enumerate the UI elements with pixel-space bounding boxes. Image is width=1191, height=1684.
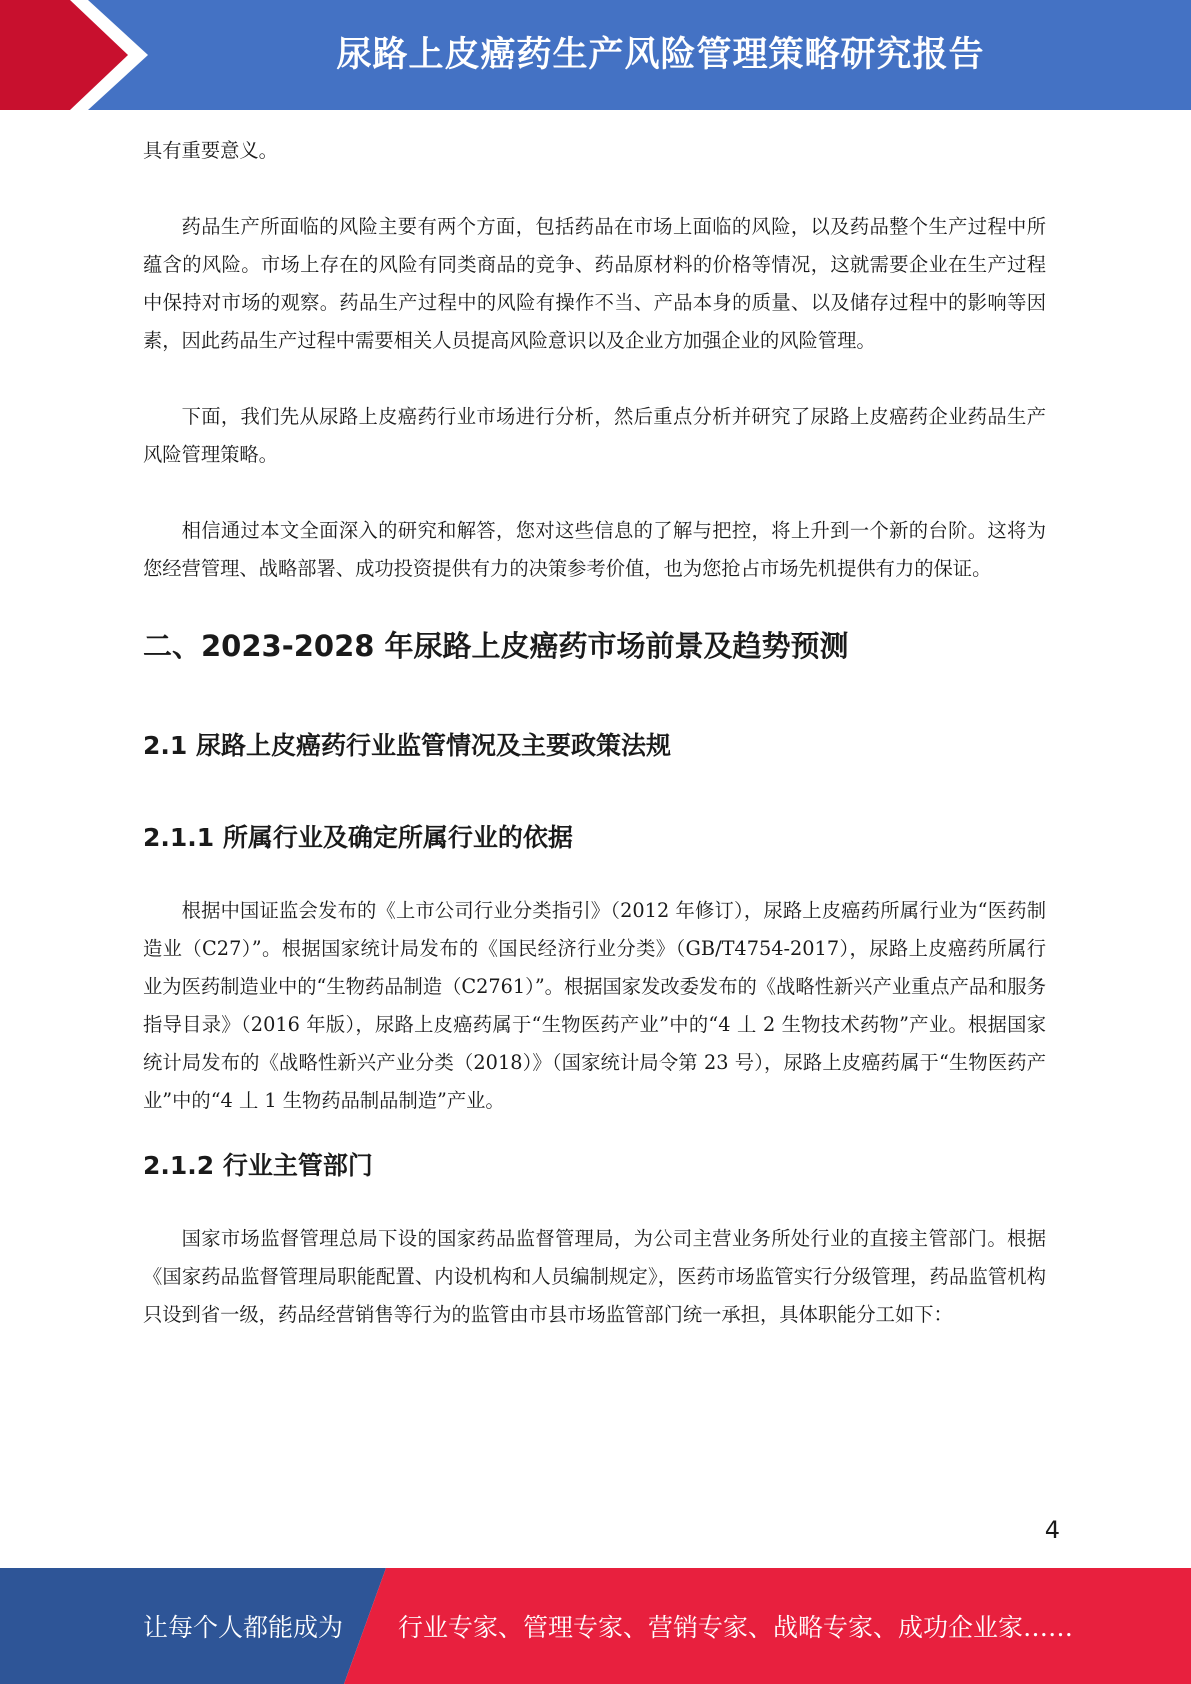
section-heading: 二、2023-2028 年尿路上皮癌药市场前景及趋势预测: [143, 629, 849, 663]
page-header: [0, 0, 1191, 110]
footer-slogan-left: 让每个人都能成为: [143, 1613, 344, 1642]
paragraph: 药品生产所面临的风险主要有两个方面，包括药品在市场上面临的风险，以及药品整个生产过程中所蕴含的风险。市场上存在的风险有同类商品的竞争、药品原材料的价格等情况，这就需要企业在生产过程中保持对市场的观察。药品生产过程中的风险有操作不当、产品本身的质量、以及储存过程中的影响等因素，因此药品生产过程中需要相关人员提高风险意识以及企业方加强企业的风险管理。: [143, 215, 1046, 352]
paragraph: 国家市场监督管理总局下设的国家药品监督管理局，为公司主营业务所处行业的直接主管部门。根据《国家药品监督管理局职能配置、内设机构和人员编制规定》，医药市场监管实行分级管理，药品监管机构只设到省一级，药品经营销售等行为的监管由市县市场监管部门统一承担，具体职能分工如下：: [143, 1227, 1046, 1326]
document-body: [143, 132, 1046, 1334]
page-number: 4: [1044, 1516, 1060, 1544]
footer-slogan-right: 行业专家、管理专家、营销专家、战略专家、成功企业家……: [398, 1613, 1074, 1642]
subsection-heading: 2.1.1 所属行业及确定所属行业的依据: [143, 823, 573, 852]
subsection-heading: 2.1 尿路上皮癌药行业监管情况及主要政策法规: [143, 731, 671, 760]
paragraph: 相信通过本文全面深入的研究和解答，您对这些信息的了解与把控，将上升到一个新的台阶。这将为您经营管理、战略部署、成功投资提供有力的决策参考价值，也为您抢占市场先机提供有力的保证。: [143, 519, 1046, 580]
page-footer: [0, 1568, 1191, 1684]
header-arrow-decoration: [0, 0, 160, 110]
subsection-heading: 2.1.2 行业主管部门: [143, 1151, 373, 1180]
paragraph: 具有重要意义。: [143, 139, 278, 162]
paragraph: 下面，我们先从尿路上皮癌药行业市场进行分析，然后重点分析并研究了尿路上皮癌药企业药品生产风险管理策略。: [143, 405, 1046, 466]
paragraph: 根据中国证监会发布的《上市公司行业分类指引》（2012 年修订），尿路上皮癌药所属行业为“医药制造业（C27）”。根据国家统计局发布的《国民经济行业分类》（GB/T4754-2017），尿路上皮癌药所属行业为医药制造业中的“生物药品制造（C2761）”。根据国家发改委发布的《战略性新兴产业重点产品和服务指导目录》（2016 年版），尿路上皮癌药属于“生物医药产业”中的“4 丄 2 生物技术药物”产业。根据国家统计局发布的《战略性新兴产业分类（2018）》（国家统计局令第 23 号），尿路上皮癌药属于“生物医药产业”中的“4 丄 1 生物药品制品制造”产业。: [143, 899, 1046, 1112]
report-title: 尿路上皮癌药生产风险管理策略研究报告: [336, 35, 985, 75]
